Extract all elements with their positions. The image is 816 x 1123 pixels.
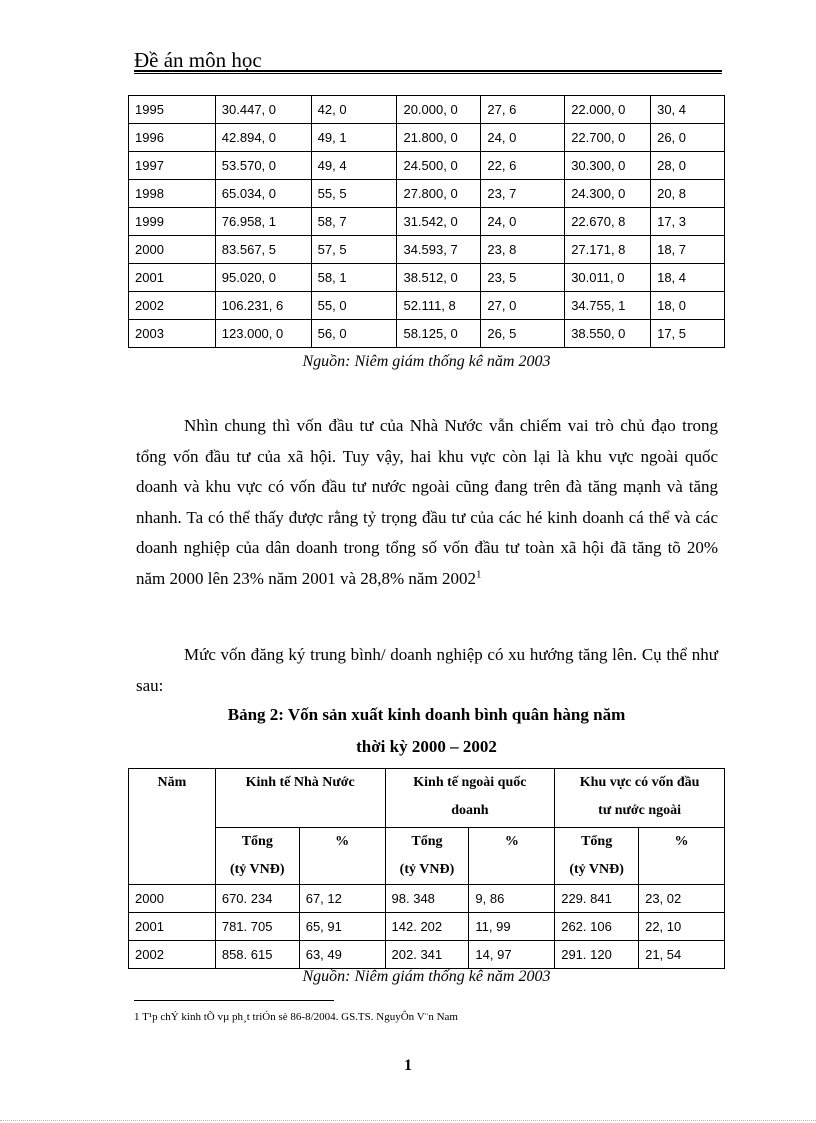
table-row <box>129 124 725 152</box>
value-cell: 22.700, 0 <box>565 124 651 152</box>
value-cell: 55, 0 <box>311 292 397 320</box>
value-cell: 22.000, 0 <box>565 96 651 124</box>
value-cell: 83.567, 5 <box>215 236 311 264</box>
year-cell: 1998 <box>129 180 216 208</box>
value-cell: 49, 1 <box>311 124 397 152</box>
value-cell: 26, 5 <box>481 320 565 348</box>
value-cell: 123.000, 0 <box>215 320 311 348</box>
table-row <box>129 236 725 264</box>
page-header-title: Đề án môn học <box>134 48 262 72</box>
value-cell: 22.670, 8 <box>565 208 651 236</box>
value-cell: 76.958, 1 <box>215 208 311 236</box>
value-cell: 49, 4 <box>311 152 397 180</box>
value-cell: 17, 5 <box>651 320 725 348</box>
value-cell: 34.755, 1 <box>565 292 651 320</box>
page-number: 1 <box>404 1057 412 1074</box>
value-cell: 65.034, 0 <box>215 180 311 208</box>
value-cell: 65, 91 <box>299 913 385 941</box>
value-cell: 229. 841 <box>555 885 639 913</box>
year-cell: 2003 <box>129 320 216 348</box>
header-non-state-line2: doanh <box>451 803 489 818</box>
header-year: Năm <box>129 769 216 885</box>
footnote-ref[interactable]: 1 <box>475 567 482 580</box>
value-cell: 24.300, 0 <box>565 180 651 208</box>
footnote-separator <box>134 1000 334 1001</box>
table1-source: Nguồn: Niêm giám thống kê năm 2003 <box>302 353 551 370</box>
header-non-state-line1: Kinh tế ngoài quốc <box>413 775 527 790</box>
table2-source: Nguồn: Niêm giám thống kê năm 2003 <box>302 968 551 985</box>
value-cell: 23, 7 <box>481 180 565 208</box>
table-row <box>129 152 725 180</box>
table-row <box>129 941 725 969</box>
table-row <box>129 264 725 292</box>
table2-subtitle: thời kỳ 2000 – 2002 <box>356 737 497 756</box>
paragraph-1-text: Nhìn chung thì vốn đầu tư của Nhà Nước vẫn chiếm vai trò chủ đạo trong tổng vốn đầu tư của xã hội. Tuy vậy, hai khu vực còn lại là khu vực ngoài quốc doanh và khu vực có vốn đầu tư nước ngoài cũng đang trên đà tăng mạnh và tăng nhanh. Ta có thể thấy được rằng tỷ trọng đầu tư của các hé kinh doanh cá thể và các doanh nghiệp của dân doanh trong tổng số vốn đầu tư toàn xã hội đã tăng tõ 20% năm 2000 lên 23% năm 2001 và 28,8% năm 2002 <box>136 416 718 588</box>
value-cell: 30.447, 0 <box>215 96 311 124</box>
paragraph-1 <box>136 411 718 594</box>
value-cell: 95.020, 0 <box>215 264 311 292</box>
subheader-total <box>555 828 639 885</box>
value-cell: 142. 202 <box>385 913 469 941</box>
header-state-economy-label: Kinh tế Nhà Nước <box>245 775 355 790</box>
year-cell: 1995 <box>129 96 216 124</box>
value-cell: 31.542, 0 <box>397 208 481 236</box>
value-cell: 858. 615 <box>215 941 299 969</box>
header-foreign-sector <box>555 769 725 828</box>
value-cell: 23, 5 <box>481 264 565 292</box>
value-cell: 38.512, 0 <box>397 264 481 292</box>
table-row <box>129 320 725 348</box>
subheader-percent: % <box>639 828 725 885</box>
table-row <box>129 885 725 913</box>
value-cell: 23, 02 <box>639 885 725 913</box>
year-cell: 1999 <box>129 208 216 236</box>
year-cell: 2001 <box>129 264 216 292</box>
value-cell: 21, 54 <box>639 941 725 969</box>
value-cell: 67, 12 <box>299 885 385 913</box>
value-cell: 30, 4 <box>651 96 725 124</box>
value-cell: 27.171, 8 <box>565 236 651 264</box>
table-row <box>129 208 725 236</box>
year-cell: 1996 <box>129 124 216 152</box>
value-cell: 106.231, 6 <box>215 292 311 320</box>
year-cell: 2000 <box>129 885 216 913</box>
table-row <box>129 913 725 941</box>
header-state-economy <box>215 769 385 828</box>
value-cell: 18, 0 <box>651 292 725 320</box>
year-cell: 1997 <box>129 152 216 180</box>
value-cell: 42, 0 <box>311 96 397 124</box>
value-cell: 781. 705 <box>215 913 299 941</box>
year-cell: 2002 <box>129 941 216 969</box>
subheader-total-line1: Tổng <box>581 834 613 849</box>
value-cell: 202. 341 <box>385 941 469 969</box>
value-cell: 9, 86 <box>469 885 555 913</box>
value-cell: 24, 0 <box>481 124 565 152</box>
value-cell: 24, 0 <box>481 208 565 236</box>
paragraph-2 <box>136 640 718 701</box>
subheader-total-line2: (tỷ VNĐ) <box>569 862 624 877</box>
subheader-percent: % <box>299 828 385 885</box>
value-cell: 22, 10 <box>639 913 725 941</box>
subheader-percent: % <box>469 828 555 885</box>
value-cell: 20.000, 0 <box>397 96 481 124</box>
year-cell: 2001 <box>129 913 216 941</box>
value-cell: 18, 4 <box>651 264 725 292</box>
value-cell: 27, 0 <box>481 292 565 320</box>
header-foreign-line2: tư nước ngoài <box>598 803 682 818</box>
value-cell: 38.550, 0 <box>565 320 651 348</box>
value-cell: 56, 0 <box>311 320 397 348</box>
value-cell: 34.593, 7 <box>397 236 481 264</box>
table-row <box>129 292 725 320</box>
subheader-total <box>385 828 469 885</box>
paragraph-2-text: Mức vốn đăng ký trung bình/ doanh nghiệp có xu hướng tăng lên. Cụ thể như sau: <box>136 645 718 695</box>
value-cell: 26, 0 <box>651 124 725 152</box>
value-cell: 30.300, 0 <box>565 152 651 180</box>
subheader-total-line1: Tổng <box>241 834 273 849</box>
header-rule-thick <box>134 70 722 72</box>
value-cell: 11, 99 <box>469 913 555 941</box>
value-cell: 670. 234 <box>215 885 299 913</box>
value-cell: 24.500, 0 <box>397 152 481 180</box>
value-cell: 291. 120 <box>555 941 639 969</box>
value-cell: 21.800, 0 <box>397 124 481 152</box>
header-non-state-economy <box>385 769 555 828</box>
investment-table <box>128 95 725 348</box>
value-cell: 53.570, 0 <box>215 152 311 180</box>
header-rule-thin <box>134 73 722 74</box>
value-cell: 58, 1 <box>311 264 397 292</box>
footnote-number: 1 <box>134 1011 140 1023</box>
page-bottom-edge <box>0 1120 816 1121</box>
table-row <box>129 96 725 124</box>
value-cell: 30.011, 0 <box>565 264 651 292</box>
footnote <box>134 1011 458 1023</box>
value-cell: 58, 7 <box>311 208 397 236</box>
value-cell: 27.800, 0 <box>397 180 481 208</box>
value-cell: 17, 3 <box>651 208 725 236</box>
value-cell: 63, 49 <box>299 941 385 969</box>
value-cell: 22, 6 <box>481 152 565 180</box>
subheader-total <box>215 828 299 885</box>
value-cell: 58.125, 0 <box>397 320 481 348</box>
value-cell: 14, 97 <box>469 941 555 969</box>
value-cell: 262. 106 <box>555 913 639 941</box>
value-cell: 27, 6 <box>481 96 565 124</box>
value-cell: 57, 5 <box>311 236 397 264</box>
value-cell: 18, 7 <box>651 236 725 264</box>
year-cell: 2002 <box>129 292 216 320</box>
value-cell: 98. 348 <box>385 885 469 913</box>
subheader-total-line1: Tổng <box>411 834 443 849</box>
value-cell: 23, 8 <box>481 236 565 264</box>
table-row <box>129 180 725 208</box>
subheader-total-line2: (tỷ VNĐ) <box>399 862 455 877</box>
value-cell: 52.111, 8 <box>397 292 481 320</box>
value-cell: 20, 8 <box>651 180 725 208</box>
subheader-total-line2: (tỷ VNĐ) <box>229 862 285 877</box>
year-cell: 2000 <box>129 236 216 264</box>
capital-table <box>128 768 725 969</box>
footnote-text: T¹p chÝ kinh tÕ vµ ph¸t triÓn sè 86-8/2004. GS.TS. NguyÔn V¨n Nam <box>142 1011 458 1023</box>
table2-title: Bảng 2: Vốn sản xuất kinh doanh bình quân hàng năm <box>227 705 626 724</box>
value-cell: 55, 5 <box>311 180 397 208</box>
value-cell: 28, 0 <box>651 152 725 180</box>
value-cell: 42.894, 0 <box>215 124 311 152</box>
header-foreign-line1: Khu vực có vốn đầu <box>579 775 700 790</box>
